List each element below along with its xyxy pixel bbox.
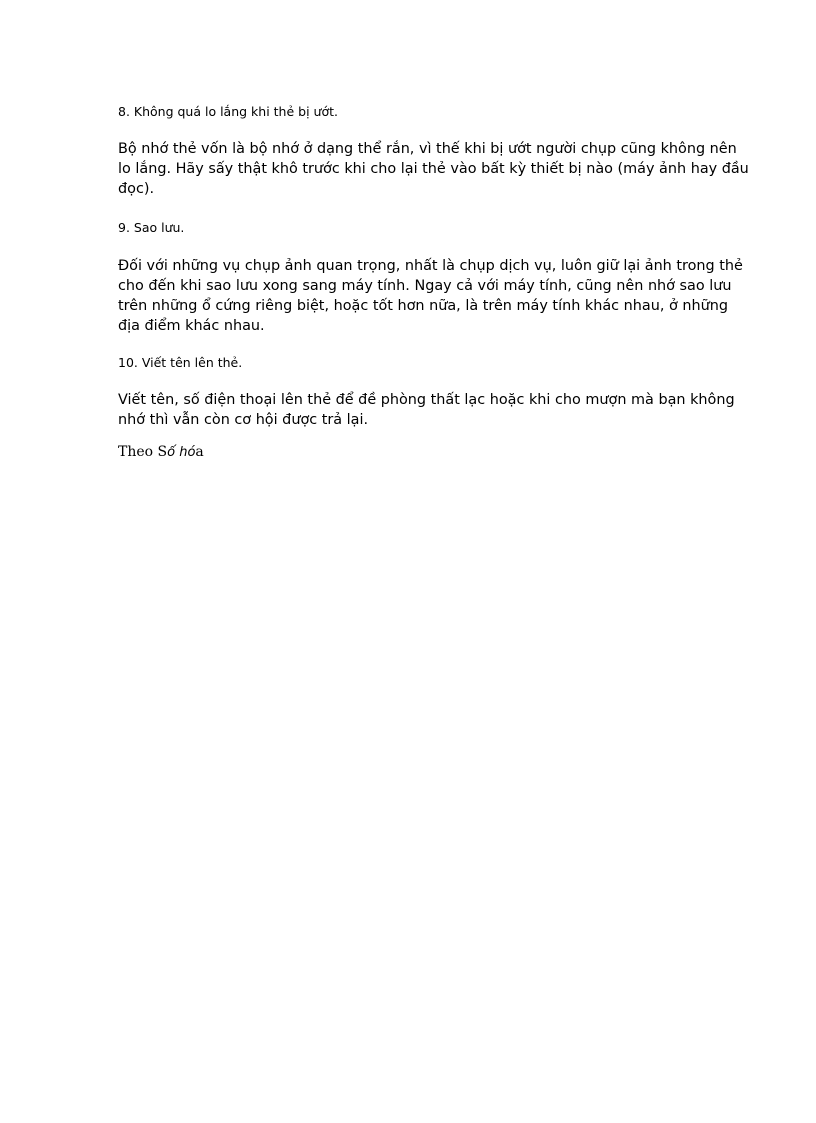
- paragraph-line: cho đến khi sao lưu xong sang máy tính. Ngay cả với máy tính, cũng nên nhớ sao lưu: [118, 278, 732, 294]
- paragraph-line: đọc).: [118, 181, 155, 197]
- source-name-part: S: [157, 444, 168, 460]
- section-8-paragraph: [118, 139, 749, 199]
- source-name-part: a: [195, 444, 204, 460]
- section-10-heading: 10. Viết tên lên thẻ.: [118, 355, 243, 370]
- paragraph-line: nhớ thì vẫn còn cơ hội được trả lại.: [118, 412, 369, 428]
- source-name-part: ố hó: [167, 445, 196, 460]
- paragraph-line: lo lắng. Hãy sấy thật khô trước khi cho lại thẻ vào bất kỳ thiết bị nào (máy ảnh hay đầu: [118, 161, 749, 177]
- paragraph-line: địa điểm khác nhau.: [118, 318, 265, 334]
- section-10-paragraph: [118, 390, 735, 430]
- section-9-heading: 9. Sao lưu.: [118, 220, 185, 235]
- source-credit: [118, 443, 204, 462]
- section-9-paragraph: [118, 256, 743, 336]
- section-8-heading: 8. Không quá lo lắng khi thẻ bị ướt.: [118, 104, 338, 119]
- source-prefix: Theo: [118, 444, 158, 460]
- paragraph-line: Bộ nhớ thẻ vốn là bộ nhớ ở dạng thể rắn, vì thế khi bị ướt người chụp cũng không nên: [118, 141, 737, 157]
- paragraph-line: Đối với những vụ chụp ảnh quan trọng, nhất là chụp dịch vụ, luôn giữ lại ảnh trong thẻ: [118, 258, 743, 274]
- paragraph-line: trên những ổ cứng riêng biệt, hoặc tốt hơn nữa, là trên máy tính khác nhau, ở những: [118, 298, 728, 314]
- paragraph-line: Viết tên, số điện thoại lên thẻ để đề phòng thất lạc hoặc khi cho mượn mà bạn không: [118, 392, 735, 408]
